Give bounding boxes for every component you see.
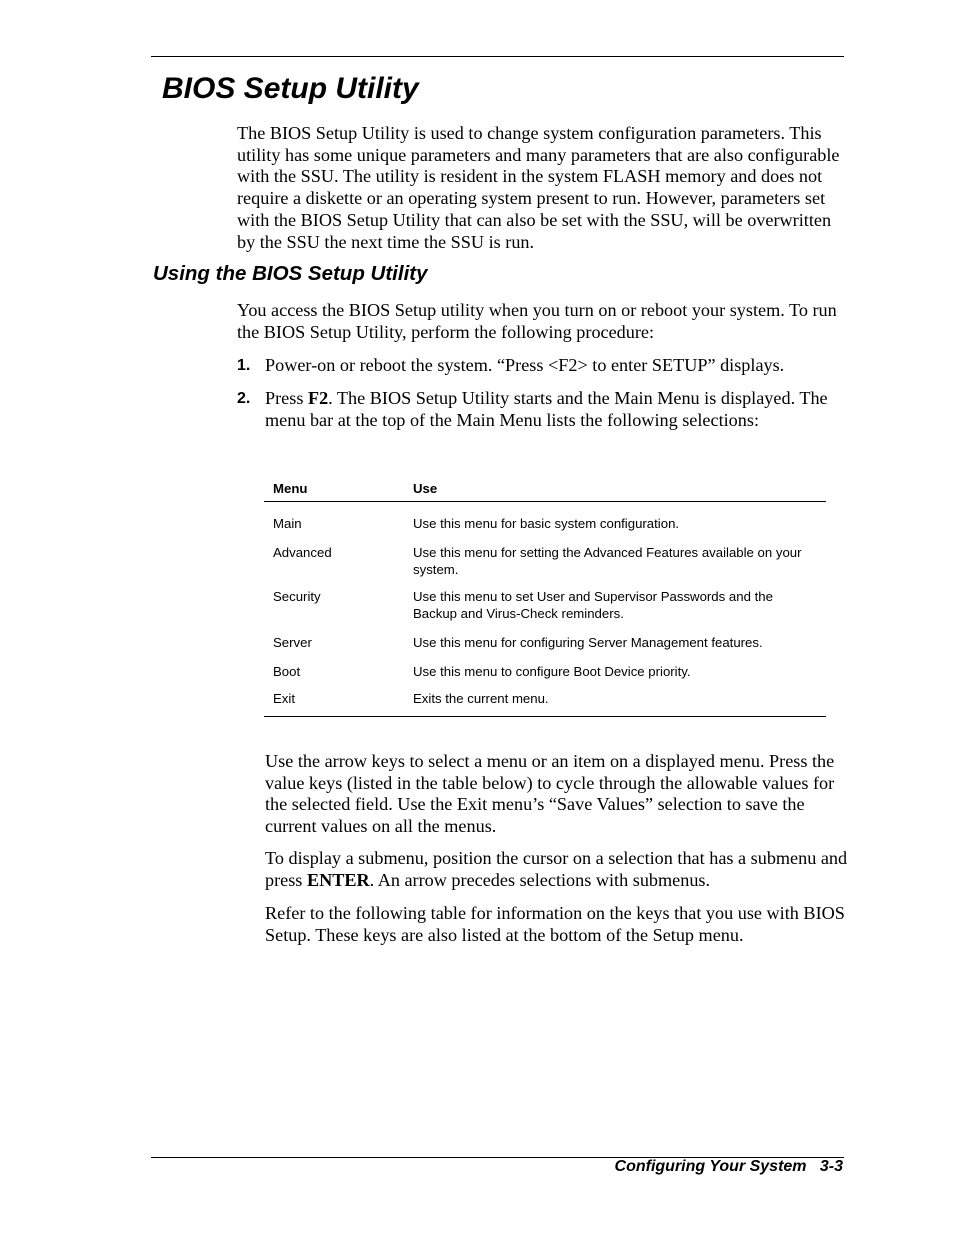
page-title: BIOS Setup Utility [162, 72, 419, 105]
access-paragraph: You access the BIOS Setup utility when you turn on or reboot your system. To run the BIOS Setup Utility, perform the following procedure: [237, 300, 837, 342]
key-name: ENTER [306, 869, 370, 890]
menu-name: Main [273, 516, 302, 531]
step-text: Power-on or reboot the system. “Press <F2> to enter SETUP” displays. [265, 355, 785, 375]
table-bottom-rule [264, 716, 826, 717]
arrow-keys-paragraph: Use the arrow keys to select a menu or an item on a displayed menu. Press the value keys (listed in the table below) to cycle through the allowable values for the selected field. Use the Exit menu’s “Save Values” selection to save the current values on all the menus. [265, 751, 835, 837]
header-use: Use [413, 481, 438, 496]
page-number: 3-3 [819, 1158, 843, 1175]
menu-use: Use this menu to set User and Supervisor Passwords and the Backup and Virus-Check reminders. [413, 589, 773, 621]
step-text [265, 388, 845, 431]
key-name: F2 [307, 388, 329, 408]
menu-table [264, 477, 826, 706]
submenu-text-post: . An arrow precedes selections with submenus. [369, 869, 711, 890]
intro-paragraph: The BIOS Setup Utility is used to change system configuration parameters. This utility has some unique parameters and many parameters that are also configurable with the SSU. The utility is resident in the system FLASH memory and does not require a diskette or an operating system present to run. However, parameters set with the BIOS Setup Utility that can also be set with the SSU, will be overwritten by the SSU the next time the SSU is run. [237, 123, 840, 252]
menu-name: Advanced [273, 545, 332, 560]
section-heading: Using the BIOS Setup Utility [153, 262, 428, 285]
submenu-text-pre: To display a submenu, position the cursor on a selection that has a submenu and press [265, 848, 848, 890]
menu-use: Use this menu for basic system configuration. [413, 516, 680, 531]
step-text-pre: Press [265, 388, 308, 408]
footer-section: Configuring Your System [614, 1158, 807, 1175]
menu-name: Server [273, 635, 312, 650]
header-menu: Menu [273, 481, 308, 496]
menu-use: Use this menu for configuring Server Management features. [413, 635, 763, 650]
step-number: 1. [237, 357, 251, 374]
menu-name: Exit [273, 691, 295, 706]
page-footer [615, 1158, 843, 1176]
menu-use: Use this menu to configure Boot Device priority. [413, 664, 691, 679]
menu-use: Use this menu for setting the Advanced Features available on your system. [413, 545, 802, 577]
step-number: 2. [237, 390, 251, 407]
menu-use: Exits the current menu. [413, 691, 549, 706]
submenu-paragraph [265, 848, 850, 891]
menu-name: Security [273, 589, 321, 604]
menu-name: Boot [273, 664, 301, 679]
top-rule [151, 56, 844, 57]
refer-paragraph: Refer to the following table for information on the keys that you use with BIOS Setup. These keys are also listed at the bottom of the Setup menu. [265, 903, 845, 945]
step-text-post: . The BIOS Setup Utility starts and the Main Menu is displayed. The menu bar at the top of the Main Menu lists the following selections: [265, 388, 828, 430]
table-header [264, 477, 826, 502]
